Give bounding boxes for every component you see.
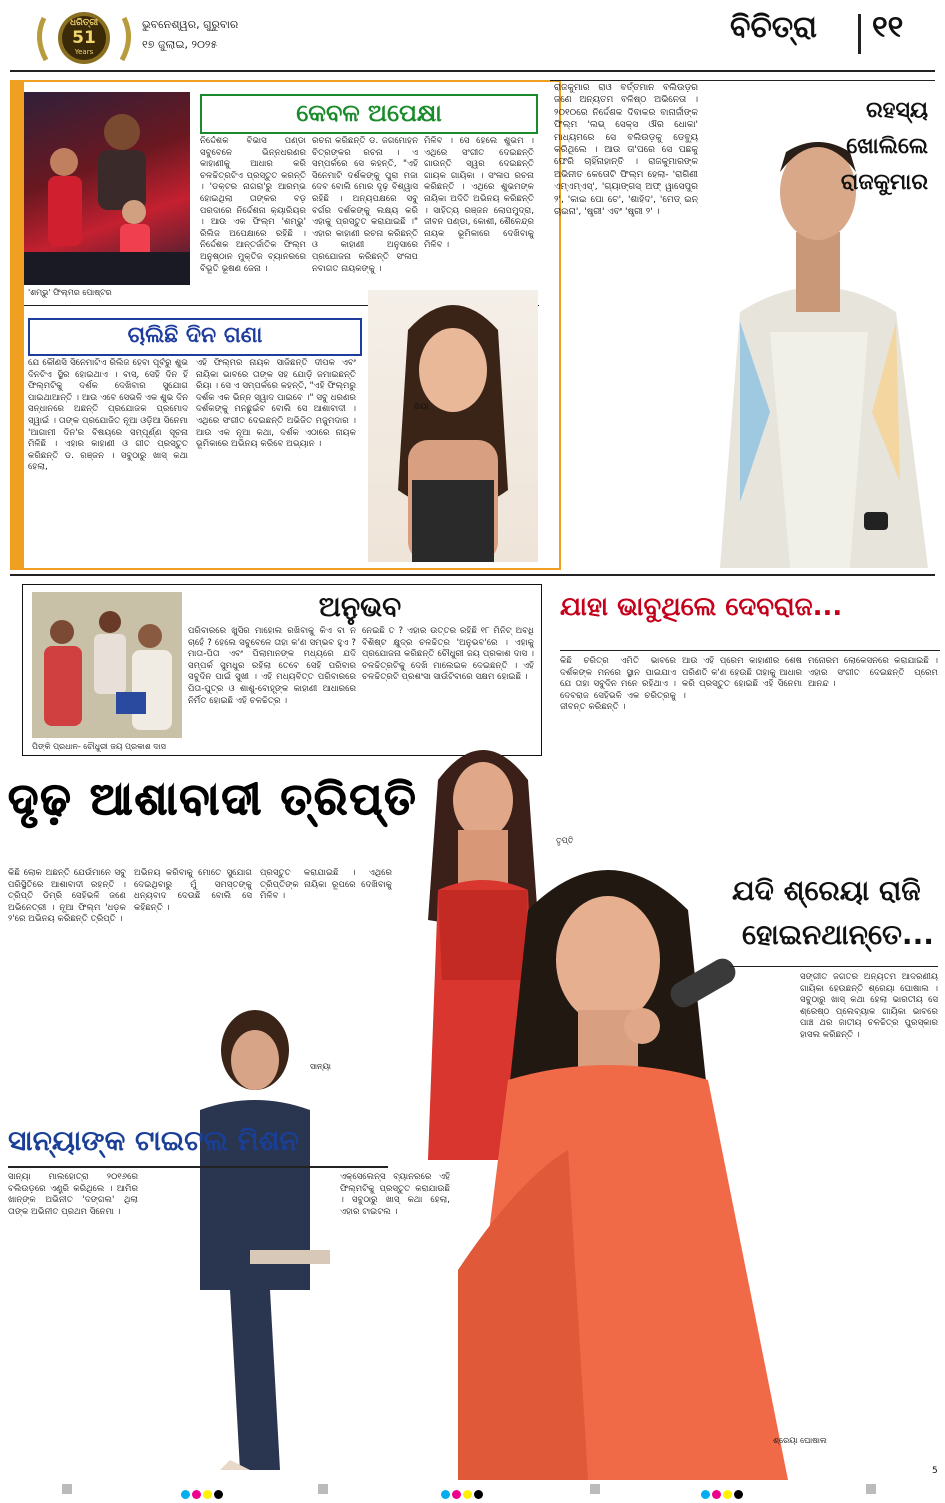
masthead (0, 0, 945, 72)
logo-top: ଧରିତ୍ରୀ (69, 18, 99, 28)
shreya-rule (730, 966, 938, 967)
tripti-headline: ଦୃଢ଼ ଆଶାବାଦୀ ତ୍ରିପ୍ତି (8, 774, 418, 825)
story1-col2: ରଚନା କରିଛନ୍ତି ଡ. ଜଗମୋହନ ଚିତ୍ରଙ୍କର ରଚନା । ଏ ସମ୍ପର୍କରେ ସେ କହନ୍ତି, "ଏହି ସିନେମାଟି ଦର୍ଶକଙ୍କୁ ପୁରା ମଜା ଦେବ ବୋଲି ମୋର ଦୃଢ଼ ବିଶ୍ୱାସ ରହିଛି । ଅନ୍ୟପକ୍ଷରେ ସବୁ ବର୍ଗର ଦର୍ଶକଙ୍କୁ ଲକ୍ଷ୍ୟ କରି ଏହାକୁ ପ୍ରସ୍ତୁତ କରାଯାଇଛି ।" ଏହାର କାହାଣୀ ରଚନା କରିଛନ୍ତି ଓ କାହାଣୀ ଅନୁସାରେ ପ୍ରଯୋଜନା କରିଛନ୍ତି ସଂଳାପ ନବାଗତ ନାୟକଙ୍କୁ । (312, 136, 418, 274)
sanya-col2: ଏକ୍ସେଲେନ୍ସ ବ୍ୟାନରରେ ଏହି ଫିଲ୍ମଟିକୁ ପ୍ରସ୍ତୁତ କରାଯାଉଛି । ସବୁଠାରୁ ଖାସ୍ କଥା ହେଲା, ଏହାର ଟାଇଟଲ । (340, 1172, 450, 1217)
registration-block-icon (318, 1484, 328, 1494)
registration-block-icon (62, 1484, 72, 1494)
anubhav-caption: ପିଙ୍କି ପ୍ରଧାନ- ଚୌଧୁରୀ ଜୟ ପ୍ରକାଶ ଦାସ (32, 742, 166, 751)
riya-portrait-icon (368, 290, 538, 562)
riya-caption: ରିୟା (414, 402, 429, 411)
riya-photo (368, 290, 538, 562)
story2-headline: ଚାଲିଛି ଦିନ ଗଣା (127, 323, 263, 348)
debraj-headline: ଯାହା ଭାବୁଥିଲେ ଦେବରାଜ... (560, 592, 843, 622)
sanya-col1: ସାନ୍ୟା ମାଲହୋତ୍ରା ୨୦୧୬ରେ ବଲିଉଡ଼ରେ ଏଣ୍ଟ୍ରି କରିଥିଲେ । ଆମିର ଖାନ୍‌ଙ୍କ ଅଭିନୀତ 'ଦଙ୍ଗଲ' ଥିଲା ତାଙ୍କ ଅଭିନୀତ ପ୍ରଥମ ସିନେମା । (8, 1172, 138, 1217)
rajkumar-headline-line3: ରାଜକୁମାର (840, 170, 928, 195)
sanya-caption: ସାନ୍ୟା (310, 1062, 331, 1071)
story1-col1: ନିର୍ଦ୍ଦେଶକ ବିଭାସ ପଣ୍ଡା ସବୁବେଳେ ଭିନ୍ନଧରଣର କାହାଣୀକୁ ଆଧାର କରି ଚଳଚ୍ଚିତ୍ରଟିଏ ପ୍ରସ୍ତୁତ କରନ୍ତି । 'ଡକ୍ଟର ନାଗରା'ରୁ ଆରମ୍ଭ ହୋଇଥିଲା ତାଙ୍କର ବଡ଼ ପରଦାରେ ନିର୍ଦ୍ଦେଶନା କ୍ୟାରିୟର । ଆଉ ଏକ ଫିଲ୍ମ 'ଶମ୍ଭୁ' ରିଲିଜ ଅପେକ୍ଷାରେ ରହିଛି । ନିର୍ଦ୍ଦେଶକ ଆନ୍ତର୍ଜାତିକ ଫିଲ୍ମ ଅନୁଷ୍ଠାନ ମୁକ୍ତିଜ ବ୍ୟାନରରେ ବିଭୂତି ଭୂଷଣ ଜେନା । (200, 136, 306, 274)
masthead-rule (10, 70, 935, 72)
poster-figures-icon (24, 92, 190, 285)
anubhav-headline: ଅନୁଭବ (318, 590, 402, 623)
anubhav-col1: ପରିବାରରେ ଖୁସିର ମାହୋଲ ରଖିବାକୁ କିଏ ବା ନ ଚାହେଁ ? ହେଲେ ସବୁବେଳେ ତାହା କ'ଣ ସମ୍ଭବ ହୁଏ ? ମାତା-ପିତା ଏବଂ ପିଲାମାନଙ୍କ ମଧ୍ୟରେ ଯଦି ସମ୍ପର୍କ ସୁମଧୁର ରହିଲା ତେବେ ସେହି ପରିବାର ସବୁଦିନ ପାଇଁ ସୁଖୀ । ଏହି ମଧ୍ୟବିତ୍ତ ପରିବାରରେ ପିତା-ପୁତ୍ର ଓ ଶାଶୁ-ବୋହୂଙ୍କ କାହାଣୀ ଆଧାରରେ ନିର୍ମିତ ହୋଇଛି ଏହି ଚଳଚ୍ଚିତ୍ର । (188, 626, 356, 706)
debraj-col1: କିଛି ଚରିତ୍ର ଏମିତି ଭାବରେ ଦର୍ଶକଙ୍କ ମନରେ ସ୍ଥାନ ପାଇଯାଏ ଯେ ତାହା ସବୁଦିନ ମନେ ରହିଥାଏ । ଦେବରାଜ ସେହିଭଳି ଏକ ଚରିତ୍ରକୁ ଜୀବନ୍ତ କରିଛନ୍ତି । (560, 656, 676, 713)
debraj-col3: ମନୋରମ ଲୋକେସନରେ କରାଯାଇଛି । ଏହାର ସଂଗୀତ ଦେଇଛନ୍ତି ପ୍ରେମ ଆନନ୍ଦ । (808, 656, 938, 690)
tripti-col2: ଅଭିନୟ କରିବାକୁ ମୋତେ ସୁଯୋଗ ଦେଇଥିବାରୁ ମୁଁ ସମସ୍ତଙ୍କୁ ଧନ୍ୟବାଦ ଦେଉଛି ବୋଲି ସେ କହିଛନ୍ତି । (134, 868, 252, 913)
page-number: ୧୧ (872, 10, 904, 45)
shreya-headline-line2: ହୋଇନଥାନ୍ତେ... (742, 918, 934, 951)
color-bar-icon (700, 1484, 744, 1503)
sanya-headline: ସାନ୍ୟାଙ୍କ ଟାଇଟଲ ମିଶନ (8, 1124, 299, 1157)
header-divider (858, 14, 861, 54)
shreya-headline-line1: ଯଦି ଶ୍ରେୟା ରାଜି (732, 874, 921, 907)
rajkumar-headline-line2: ଖୋଲିଲେ (846, 134, 928, 159)
issue-date: ୧୭ ଜୁଲାଇ, ୨୦୨୫ (142, 38, 218, 51)
sanya-rule (8, 1166, 388, 1168)
color-bar-icon (180, 1484, 224, 1503)
story2-headline-box (28, 318, 362, 356)
logo-badge (30, 8, 138, 66)
logo-number: 51 (72, 28, 96, 48)
anubhav-photo (32, 592, 182, 738)
story1-headline: କେବଳ ଅପେକ୍ଷା (296, 99, 442, 127)
rajkumar-photo (700, 82, 938, 568)
page-marker: 5 (932, 1466, 938, 1476)
color-bar-icon (440, 1484, 484, 1503)
tripti-col3: ପ୍ରସ୍ତୁତ କରାଯାଇଛି । ଏଥିରେ ତ୍ରିପ୍ତିଙ୍କ ନାୟିକା ରୂପରେ ଦେଖିବାକୁ ମିଳିବ । (260, 868, 392, 902)
rajkumar-col: ରାଜକୁମାର ରାଓ ବର୍ତ୍ତମାନ ବଲିଉଡ଼ର ଜଣେ ଅନ୍ୟତମ ବଳିଷ୍ଠ ଅଭିନେତା । ୨୦୧୦ରେ ନିର୍ଦ୍ଦେଶକ ଦିବାକର ବାନାର୍ଜୀଙ୍କ ଫିଲ୍ମ 'ଲଭ୍ ସେକ୍ସ ଔର ଧୋକା' ମାଧ୍ୟମରେ ସେ ବଲିଉଡ଼କୁ ଡେବ୍ୟୁ କରିଥିଲେ । ଆଉ ତା'ପରେ ସେ ପଛକୁ ଫେରି ଚାହିଁନାହାନ୍ତି । ରାଜକୁମାରଙ୍କ ଅଭିନୀତ କେତୋଟି ଫିଲ୍ମ ହେଲା- 'ରାଗିଣୀ ଏମ୍‌ଏମ୍‌ଏସ୍', 'ଗ୍ୟାଙ୍ଗସ୍ ଅଫ୍ ୱାସେପୁର ୨', 'କାଇ ପୋ ଚେ', 'ଶାହିଦ', 'ମେଡ୍ ଇନ୍ ଚାଇନା', 'ଷ୍ତ୍ରୀ' ଏବଂ 'ଷ୍ତ୍ରୀ ୨' । (554, 83, 698, 218)
registration-block-icon (590, 1484, 600, 1494)
logo-years: Years (74, 48, 94, 56)
footer-registration (0, 1482, 945, 1497)
story2-col1: ଯେ କୌଣସି ସିନେମାଟିଏ ରିଲିଜ ହେବା ପୂର୍ବରୁ ଶୁଭ ଦିନଟିଏ ସ୍ଥିର ହୋଇଥାଏ । ବାସ୍, ସେହି ଦିନ ହିଁ ଫିଲ୍ମଟିକୁ ଦର୍ଶକ ଦେଖିବାର ସୁଯୋଗ ପାଇଥାଆନ୍ତି । ଆଉ ଏବେ ସେଭଳି ଏକ ଶୁଭ ଦିନ ସନ୍ଧାନରେ ଅଛନ୍ତି ପ୍ରଯୋଜକ ପ୍ରମୋଦ ସ୍ୱାଇଁ । ତାଙ୍କ ପ୍ରଯୋଜିତ ନୂଆ ଓଡ଼ିଆ ସିନେମା 'ଆଗାମୀ ଦିନ'ର ବିଷୟରେ ସମ୍ପୂର୍ଣ୍ଣ ସୂଚନା ମିଳିଛି । ଏହାର କାହାଣୀ ଓ ଗୀତ ପ୍ରସ୍ତୁତ କରିଛନ୍ତି ଡ. ରଞ୍ଜନ । ସବୁଠାରୁ ଖାସ୍ କଥା ହେଲା, (28, 358, 188, 473)
shreya-caption: ଶ୍ରେୟା ଘୋଷାଲ (773, 1436, 827, 1445)
family-photo-icon (32, 592, 182, 738)
debraj-col2: ଆଉ ଏହି ପ୍ରେମ କାହାଣୀର ଶେଷ ପରିଣତି କ'ଣ ହେଉଛି ତାହାକୁ ଆଧାର କରି ପ୍ରସ୍ତୁତ ହୋଇଛି ଏହି ସିନେମା । (682, 656, 802, 701)
rajkumar-headline-line1: ରହସ୍ୟ (866, 98, 928, 123)
tripti-caption: ତୃପ୍ତି (556, 836, 574, 845)
mid-rule (10, 574, 935, 576)
shambhu-poster (24, 92, 190, 285)
debraj-rule (560, 650, 940, 651)
location-day: ଭୁବନେଶ୍ୱର, ଗୁରୁବାର (142, 18, 239, 31)
poster-caption: 'ଶମ୍ଭୁ' ଫିଲ୍ମର ପୋଷ୍ଟର (28, 288, 112, 297)
section-title: ବିଚିତ୍ରା (730, 10, 818, 45)
anubhav-col2: ନେଇଛି ତ ? ଏହାର ଉତ୍ତର ରହିଛି ୧୮ ମିନିଟ୍ ଅବଧି ବିଶିଷ୍ଟ କ୍ଷୁଦ୍ର ଚଳଚ୍ଚିତ୍ର 'ଅନୁଭବ'ରେ । ଏହାକୁ ପ୍ରଯୋଜନା କରିଛନ୍ତି ଚୌଧୁରୀ ଜୟ ପ୍ରକାଶ ଦାସ । ଚଳଚ୍ଚିତ୍ରଟିକୁ ଦେଖି ମାଲେଇକ ଦେଇଛନ୍ତି । ଏହି ଚଳଚ୍ଚିତ୍ରଟି ପ୍ରଶଂସା ସାଉଁଟିବାରେ ସକ୍ଷମ ହୋଇଛି । (362, 626, 534, 683)
tripti-col1: କିଛି ଲୋକ ଅଛନ୍ତି ଯେଉଁମାନେ ସବୁ ପରିସ୍ଥିତିରେ ଆଶାବାଦୀ ରହନ୍ତି । ତ୍ରିପ୍ତି ଡିମ୍ରି ସେହିଭଳି ଜଣେ ଅଭିନେତ୍ରୀ । ନୂଆ ଫିଲ୍ମ 'ଧଡ଼କ ୨'ରେ ଅଭିନୟ କରିଛନ୍ତି ତ୍ରିପ୍ତି । (8, 868, 126, 925)
story2-col2: ଏହି ଫିଲ୍ମର ନାୟକ ସାଜିଛନ୍ତି ଦୀପକ ଏବଂ ନାୟିକା ଭାବରେ ତାଙ୍କ ସହ ଯୋଡ଼ି ଜମାଇଛନ୍ତି ରିୟା । ସେ ଏ ସମ୍ପର୍କରେ କହନ୍ତି, "ଏହି ଫିଲ୍ମରୁ ଦର୍ଶକ ଏକ ଭିନ୍ନ ସ୍ୱାଦ ପାଇବେ ।" ସବୁ ଧରଣର ଦର୍ଶକଙ୍କୁ ମନଛୁଇଁବ ବୋଲି ସେ ଆଶାବାଦୀ । ଏଥିରେ ସଂଗୀତ ଦେଇଛନ୍ତି ଅଭିଜିତ ମଜୁମଦାର । ଆଉ ଏକ ନୂଆ କଥା, ଦର୍ଶକ ଏଠାରେ ନାୟକ ଭୂମିକାରେ ଅଭିନୟ କରିବେ ଅଭ୍ୟାନ । (196, 358, 356, 450)
shreya-col1: ସଙ୍ଗୀତ ଜଗତର ଅନ୍ୟତମ ଆଦରଣୀୟ ଗାୟିକା ହେଉଛନ୍ତି ଶ୍ରେୟା ଘୋଷାଲ । ସବୁଠାରୁ ଖାସ୍ କଥା ହେଲା ଭାରତୀୟ ସେ ଶ୍ରେଷ୍ଠ ପ୍ଲେବ୍ୟାକ ଗାୟିକା ଭାବରେ ପାଞ୍ଚ ଥର ଜାତୀୟ ଚଳଚ୍ଚିତ୍ର ପୁରସ୍କାର ହାସଲ କରିଛନ୍ତି । (800, 972, 938, 1040)
story1-col3: ମିଳିବ । ସେ ହେଲେ ଶୁଭମ । ଏଥିରେ ସଂଗୀତ ଦେଇଛନ୍ତି ଗାଉନ୍ତି ସ୍ୱର ଦେଇଛନ୍ତି ଗାୟକ ଗାୟିକା । ସଂଳାପ ରଚନା କରିଛନ୍ତି । ଏଥିରେ ଶୁଭମଙ୍କ ନାୟିକା ଅଦିତି ଅଭିନୟ କରିଛନ୍ତି । ସାହିତ୍ୟ ରଞ୍ଜନ ଲୋପମୁଦ୍ରା, ଜୀବନ ପଣ୍ଡା, କୋଶୀ, ଶୈଳେନ୍ଦ୍ର ନାୟକ ଭୂମିକାରେ ଦେଖିବାକୁ ମିଳିବ । (424, 136, 534, 251)
rajkumar-border (550, 80, 935, 81)
registration-block-icon (866, 1484, 876, 1494)
story1-headline-box (200, 94, 538, 134)
